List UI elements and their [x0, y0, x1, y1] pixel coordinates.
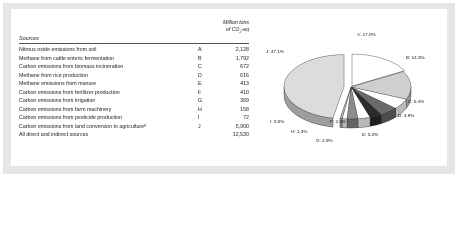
source-label: Methane from rice production — [19, 72, 88, 79]
source-label: Carbon emissions from fertilizer production — [19, 89, 120, 96]
pie-label-e: E: 3.3% — [362, 132, 379, 137]
source-value: 616 — [240, 72, 249, 79]
source-label: Carbon emissions from pesticide production — [19, 115, 123, 121]
source-code: B — [198, 55, 202, 62]
source-value: 158 — [240, 106, 249, 113]
source-value: 410 — [240, 89, 249, 96]
table-row — [19, 72, 249, 80]
pie-label-h: H: 1.3% — [291, 129, 308, 134]
source-value: 72 — [243, 115, 249, 121]
source-label: Methane from cattle enteric fermentation — [19, 55, 115, 62]
pie-label-c: C: 5.4% — [408, 99, 425, 104]
source-code: C — [198, 64, 202, 70]
table-row — [19, 97, 249, 105]
pie-label-g: G: 2.9% — [316, 138, 333, 143]
source-code: I — [198, 115, 200, 121]
source-label: Carbon emissions from irrigation — [19, 98, 96, 104]
total-value: 12,530 — [232, 132, 249, 138]
source-code: A — [198, 47, 202, 53]
source-code: G — [198, 98, 203, 104]
column-header-value: Million tons of $CO_2-eq$ — [223, 20, 249, 35]
table-row — [19, 89, 249, 97]
source-code: F — [198, 89, 202, 96]
source-value: 369 — [240, 98, 249, 104]
table-row — [19, 114, 249, 122]
source-code: E — [198, 81, 202, 87]
pie-label-a: A: 17.0% — [357, 32, 376, 37]
source-code: H — [198, 106, 202, 113]
total-label: All direct and indirect sources — [19, 132, 89, 138]
table-row — [19, 106, 249, 114]
table-row — [19, 80, 249, 88]
table-row — [19, 46, 249, 54]
column-header-sources: Sources — [19, 36, 39, 42]
header-rule — [19, 43, 249, 44]
pie-label-b: B: 14.3% — [406, 55, 425, 60]
table-row — [19, 123, 249, 131]
source-label: Carbon emissions from farm machinery — [19, 106, 112, 113]
pie-label-f: F: 3.3% — [330, 119, 346, 124]
table-row — [19, 63, 249, 71]
source-value: 1,792 — [235, 55, 249, 62]
source-code: J — [198, 123, 201, 130]
source-label: Nitrous oxide emissions from soil — [19, 47, 97, 53]
source-value: 672 — [240, 64, 249, 70]
emissions-pie-chart — [256, 29, 446, 159]
pie-slice-j — [284, 55, 344, 127]
source-code: D — [198, 72, 202, 79]
pie-label-i: I: 0.6% — [270, 119, 285, 124]
pie-label-d: D: 4.9% — [398, 113, 415, 118]
pie-label-j: J: 47.1% — [266, 49, 284, 54]
total-row — [19, 131, 249, 139]
exhibit-body — [11, 9, 447, 166]
source-label: Carbon emissions from land conversion to agricultureª — [19, 123, 147, 130]
source-value: 5,900 — [235, 123, 249, 130]
source-value: 413 — [240, 81, 249, 87]
source-label: Carbon emissions from biomass incineration — [19, 64, 124, 70]
table-row — [19, 55, 249, 63]
source-label: Methane emissions from manure — [19, 81, 97, 87]
source-value: 2,128 — [235, 47, 249, 53]
exhibit-panel — [3, 3, 455, 174]
